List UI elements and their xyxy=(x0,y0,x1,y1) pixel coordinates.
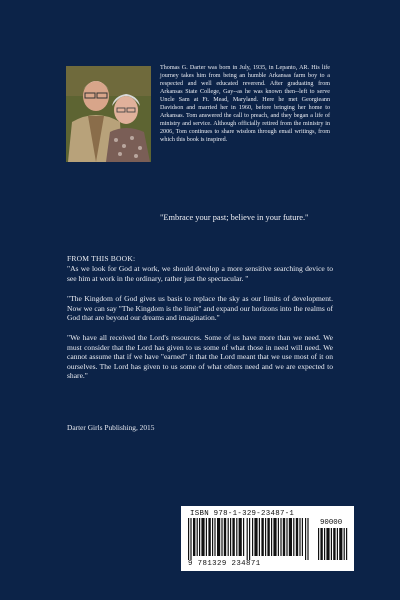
isbn-label: ISBN 978-1-329-23487-1 xyxy=(190,510,295,518)
isbn-barcode xyxy=(188,518,312,560)
excerpt-2: "The Kingdom of God gives us basis to replace the sky as our limits of development. Now we can say "The Kingdom is the limit" and expand our horizons into the realms of God that are beyond our dreams and imagination." xyxy=(67,294,333,323)
price-code: 90000 xyxy=(320,519,343,527)
publisher-credit: Darter Girls Publishing, 2015 xyxy=(67,423,155,432)
author-quote: "Embrace your past; believe in your future." xyxy=(160,213,309,222)
excerpts-heading: FROM THIS BOOK: xyxy=(67,254,136,263)
book-excerpts xyxy=(67,254,333,391)
price-barcode xyxy=(318,528,348,560)
barcode-digits: 9 781329 234871 xyxy=(188,560,261,568)
excerpt-1: "As we look for God at work, we should develop a more sensitive searching device to see him at work in the ordinary, rather just the spectacular. " xyxy=(67,264,333,283)
author-bio: Thomas G. Darter was born in July, 1935, in Lepanto, AR. His life journey takes him from being an humble Arkansas farm boy to a respected and well educated reverend. After graduating from Arkansas State College, Gay--as he was known then--left to serve Uncle Sam at Ft. Mead, Maryland. Here he met Georgieann Davidson and married her in 1960, before bringing her home to Arkansas. Tom answered the call to preach, and they began a life of ministry and service. Although officially retired from the ministry in 2006, Tom continues to share wisdom through email writings, from which this book is inspired. xyxy=(160,65,330,144)
excerpt-3: "We have all received the Lord's resources. Some of us have more than we need. We must consider that the Lord has given to us some of what those in need will need. We cannot assume that if we have "earned" it that the Lord meant that we use most of it on ourselves. The Lord has given to us some of what others need and we are expected to share." xyxy=(67,333,333,381)
author-photo xyxy=(66,66,151,162)
